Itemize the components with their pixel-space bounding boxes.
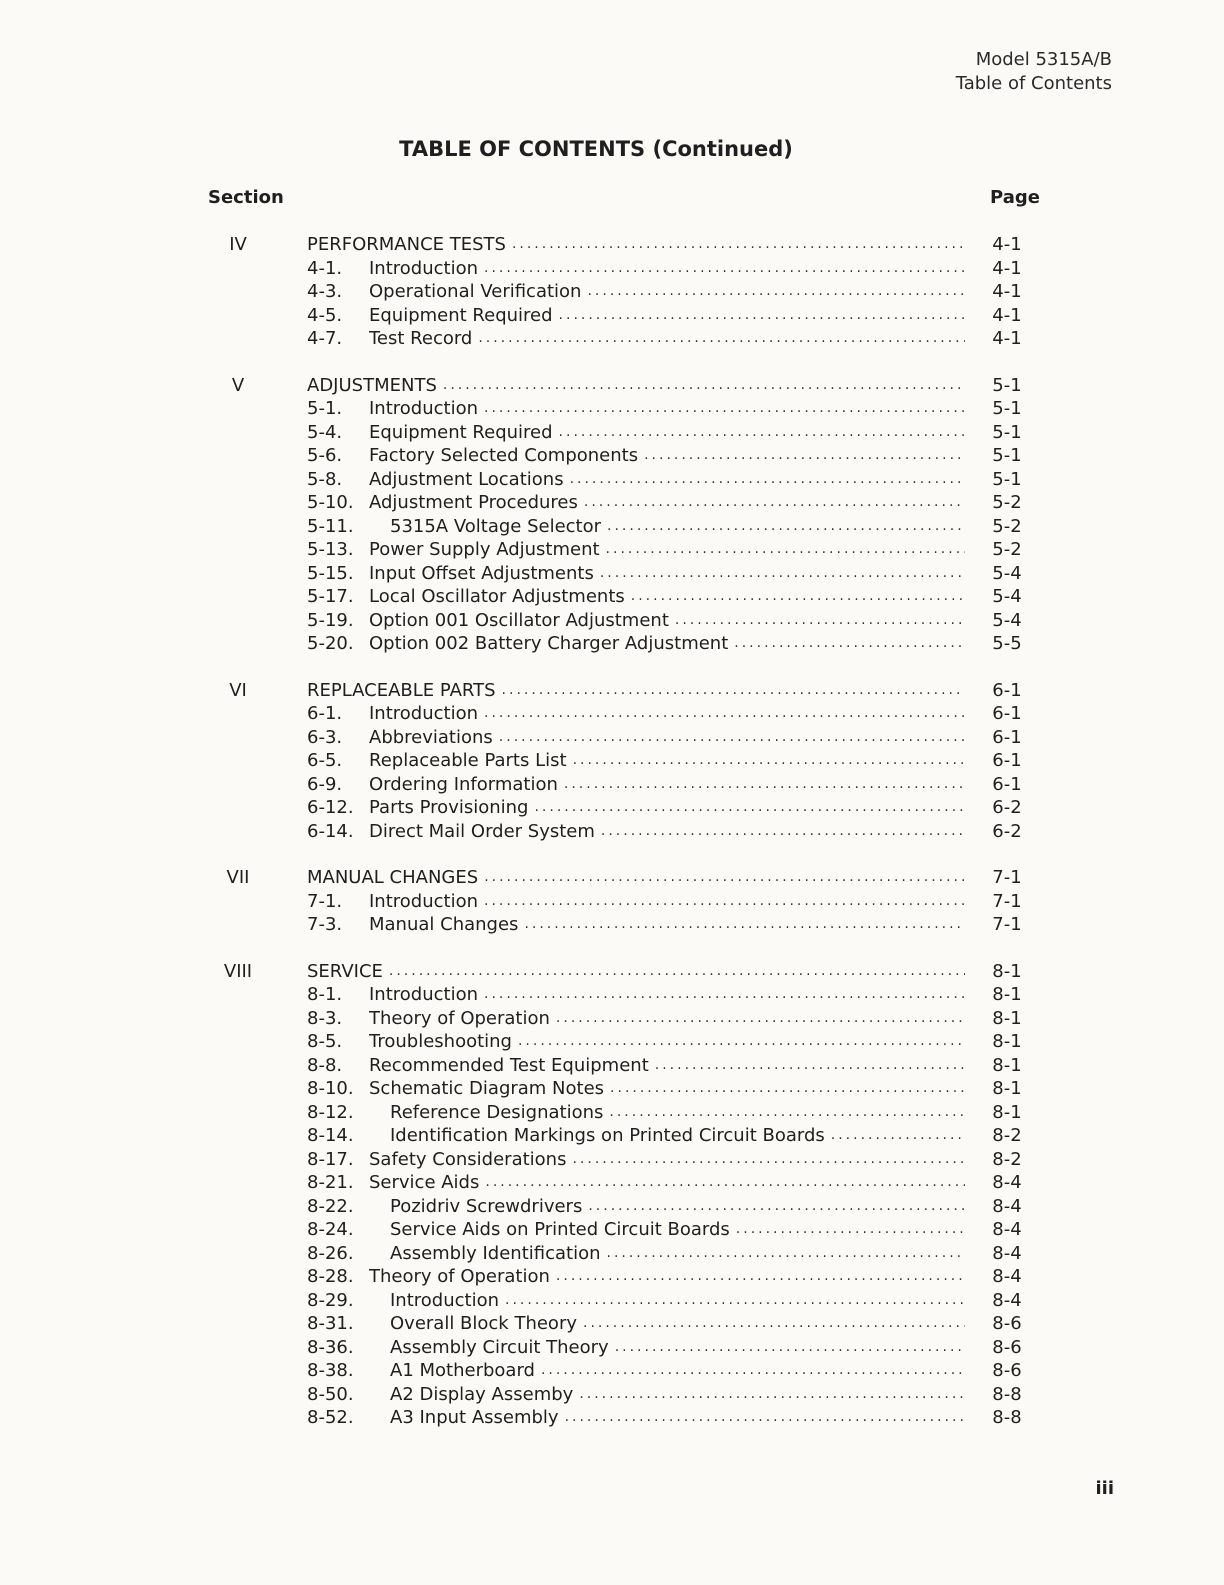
toc-section — [0, 374, 1224, 656]
toc-entry[interactable] — [0, 280, 1224, 304]
section-title-line — [307, 866, 965, 890]
entry-page: 5-2 — [992, 515, 1022, 537]
entry-line — [307, 726, 965, 750]
entry-line — [307, 515, 965, 539]
section-title-line — [307, 960, 965, 984]
entry-title: Introduction — [369, 984, 479, 1005]
entry-number: 4-7. — [307, 328, 343, 349]
entry-title: Service Aids on Printed Circuit Boards — [390, 1219, 730, 1240]
toc-entry[interactable] — [0, 1101, 1224, 1125]
entry-title: Manual Changes — [369, 914, 519, 935]
entry-number: 6-5. — [307, 750, 343, 771]
entry-title: Input Offset Adjustments — [369, 562, 594, 584]
entry-page: 8-1 — [992, 1078, 1022, 1099]
entry-page: 8-1 — [992, 1054, 1022, 1076]
toc-entry[interactable] — [0, 749, 1224, 773]
entry-page: 6-1 — [992, 703, 1022, 724]
entry-number: 8-1. — [307, 984, 343, 1005]
entry-line — [307, 1359, 965, 1383]
leader-dots — [518, 1030, 965, 1054]
entry-title: Theory of Operation — [369, 1266, 550, 1287]
leader-dots — [579, 1383, 965, 1407]
leader-dots — [607, 515, 965, 539]
leader-dots — [559, 304, 965, 328]
leader-dots — [534, 796, 965, 820]
leader-dots — [588, 1195, 965, 1219]
entry-line — [307, 397, 965, 421]
entry-page: 5-1 — [992, 398, 1022, 419]
toc-entry[interactable] — [0, 913, 1224, 937]
toc-entry[interactable] — [0, 1171, 1224, 1195]
toc-entry[interactable] — [0, 491, 1224, 515]
section-title: SERVICE — [307, 960, 383, 982]
entry-line — [307, 1265, 965, 1289]
entry-page: 6-1 — [992, 750, 1022, 771]
entry-line — [307, 609, 965, 633]
section-title-line — [307, 233, 965, 257]
header-model: Model 5315A/B — [975, 49, 1112, 70]
entry-number: 5-8. — [307, 468, 343, 490]
page-header — [956, 48, 1112, 96]
toc-entry[interactable] — [0, 1054, 1224, 1078]
entry-number: 6-9. — [307, 773, 343, 795]
entry-line — [307, 562, 965, 586]
entry-number: 5-1. — [307, 398, 343, 419]
entry-page: 6-1 — [992, 773, 1022, 795]
entry-title: Operational Verification — [369, 281, 582, 302]
entry-line — [307, 1077, 965, 1101]
leader-dots — [607, 1242, 966, 1266]
entry-title: Theory of Operation — [369, 1007, 550, 1029]
section-title: ADJUSTMENTS — [307, 374, 437, 396]
leader-dots — [655, 1054, 965, 1078]
entry-number: 4-3. — [307, 281, 343, 302]
leader-dots — [734, 632, 965, 656]
entry-page: 6-1 — [992, 726, 1022, 748]
entry-page: 8-4 — [992, 1242, 1022, 1264]
entry-title: Introduction — [369, 257, 479, 279]
entry-number: 5-20. — [307, 633, 354, 654]
entry-number: 4-1. — [307, 257, 343, 279]
leader-dots — [610, 1077, 965, 1101]
entry-line — [307, 1054, 965, 1078]
entry-page: 7-1 — [992, 914, 1022, 935]
leader-dots — [584, 491, 965, 515]
entry-title: Test Record — [369, 328, 473, 349]
leader-dots — [609, 1101, 965, 1125]
page-number: iii — [1095, 1478, 1114, 1499]
entry-title: Pozidriv Screwdrivers — [390, 1195, 583, 1217]
entry-line — [307, 1124, 965, 1148]
entry-line — [307, 820, 965, 844]
entry-line — [307, 421, 965, 445]
toc-entry[interactable] — [0, 421, 1224, 445]
entry-page: 5-1 — [992, 445, 1022, 466]
entry-title: Introduction — [369, 890, 479, 912]
entry-page: 8-1 — [992, 1007, 1022, 1029]
entry-page: 5-5 — [992, 633, 1022, 654]
entry-line — [307, 444, 965, 468]
page-title — [0, 137, 1224, 161]
entry-number: 8-21. — [307, 1172, 354, 1193]
entry-page: 5-4 — [992, 609, 1022, 631]
toc-entry[interactable] — [0, 890, 1224, 914]
entry-line — [307, 1242, 965, 1266]
entry-number: 6-12. — [307, 797, 354, 818]
entry-page: 4-1 — [992, 281, 1022, 302]
toc-entry[interactable] — [0, 1265, 1224, 1289]
toc-section-row[interactable] — [0, 679, 1224, 703]
leader-dots — [484, 890, 965, 914]
entry-line — [307, 1312, 965, 1336]
section-number: V — [231, 374, 245, 396]
entry-line — [307, 1336, 965, 1360]
entry-page: 4-1 — [992, 304, 1022, 326]
leader-dots — [564, 773, 965, 797]
entry-line — [307, 1007, 965, 1031]
toc-entry[interactable] — [0, 983, 1224, 1007]
entry-number: 6-3. — [307, 726, 343, 748]
entry-number: 8-50. — [307, 1383, 354, 1405]
entry-title: Abbreviations — [369, 726, 493, 748]
entry-number: 8-28. — [307, 1266, 354, 1287]
entry-title: Assembly Identification — [390, 1242, 601, 1264]
toc-entry[interactable] — [0, 257, 1224, 281]
toc-section — [0, 960, 1224, 1430]
leader-dots — [615, 1336, 965, 1360]
entry-line — [307, 749, 965, 773]
entry-number: 5-6. — [307, 445, 343, 466]
toc-entry[interactable] — [0, 1359, 1224, 1383]
section-column-header: Section — [208, 187, 284, 208]
toc-entry[interactable] — [0, 796, 1224, 820]
entry-title: Introduction — [369, 398, 479, 419]
entry-page: 8-6 — [992, 1336, 1022, 1358]
entry-number: 8-10. — [307, 1078, 354, 1099]
toc-entry[interactable] — [0, 1383, 1224, 1407]
entry-page: 4-1 — [992, 328, 1022, 349]
entry-page: 8-1 — [992, 984, 1022, 1005]
leader-dots — [478, 327, 965, 351]
leader-dots — [443, 374, 965, 398]
entry-page: 5-1 — [992, 421, 1022, 443]
toc-section — [0, 233, 1224, 351]
section-number: VII — [226, 867, 250, 888]
entry-number: 6-1. — [307, 703, 343, 724]
leader-dots — [583, 1312, 965, 1336]
entry-line — [307, 280, 965, 304]
entry-line — [307, 468, 965, 492]
entry-number: 8-12. — [307, 1101, 354, 1123]
leader-dots — [600, 562, 965, 586]
entry-line — [307, 538, 965, 562]
toc-section — [0, 679, 1224, 844]
entry-title: Recommended Test Equipment — [369, 1054, 649, 1076]
entry-line — [307, 1195, 965, 1219]
entry-number: 7-3. — [307, 914, 343, 935]
entry-number: 8-17. — [307, 1148, 354, 1170]
toc-entry[interactable] — [0, 773, 1224, 797]
entry-number: 5-4. — [307, 421, 343, 443]
leader-dots — [484, 983, 965, 1007]
entry-number: 8-3. — [307, 1007, 343, 1029]
entry-page: 8-4 — [992, 1289, 1022, 1311]
entry-number: 5-11. — [307, 515, 354, 537]
entry-line — [307, 1289, 965, 1313]
section-page: 6-1 — [992, 679, 1022, 701]
entry-page: 8-2 — [992, 1148, 1022, 1170]
section-number: VIII — [223, 960, 253, 982]
leader-dots — [389, 960, 965, 984]
entry-title: Introduction — [390, 1289, 500, 1311]
leader-dots — [736, 1218, 965, 1242]
entry-number: 5-19. — [307, 609, 354, 631]
entry-page: 8-1 — [992, 1101, 1022, 1123]
entry-page: 8-6 — [992, 1360, 1022, 1381]
entry-number: 5-10. — [307, 492, 354, 513]
entry-page: 8-1 — [992, 1031, 1022, 1052]
leader-dots — [541, 1359, 965, 1383]
toc-entry[interactable] — [0, 538, 1224, 562]
entry-line — [307, 1383, 965, 1407]
entry-line — [307, 773, 965, 797]
page-column-header: Page — [990, 187, 1040, 208]
leader-dots — [505, 1289, 965, 1313]
entry-page: 8-6 — [992, 1313, 1022, 1334]
toc-entry[interactable] — [0, 1312, 1224, 1336]
entry-line — [307, 327, 965, 351]
entry-title: Overall Block Theory — [390, 1313, 577, 1334]
entry-title: Schematic Diagram Notes — [369, 1078, 605, 1099]
toc-entry[interactable] — [0, 1336, 1224, 1360]
entry-page: 5-4 — [992, 586, 1022, 607]
entry-line — [307, 585, 965, 609]
entry-page: 4-1 — [992, 257, 1022, 279]
entry-title: A2 Display Assemby — [390, 1383, 574, 1405]
leader-dots — [587, 280, 965, 304]
entry-page: 8-8 — [992, 1407, 1022, 1428]
entry-line — [307, 796, 965, 820]
toc-entry[interactable] — [0, 820, 1224, 844]
entry-title: Adjustment Locations — [369, 468, 564, 490]
leader-dots — [675, 609, 965, 633]
toc-entry[interactable] — [0, 397, 1224, 421]
entry-title: Service Aids — [369, 1172, 480, 1193]
leader-dots — [512, 233, 965, 257]
entry-number: 8-38. — [307, 1360, 354, 1381]
entry-number: 8-14. — [307, 1125, 354, 1146]
entry-line — [307, 1171, 965, 1195]
leader-dots — [484, 397, 965, 421]
toc-section — [0, 866, 1224, 937]
toc-entry[interactable] — [0, 515, 1224, 539]
toc-list — [0, 233, 1224, 1453]
toc-section-row[interactable] — [0, 960, 1224, 984]
entry-line — [307, 1148, 965, 1172]
toc-section-row[interactable] — [0, 866, 1224, 890]
toc-entry[interactable] — [0, 1242, 1224, 1266]
toc-entry[interactable] — [0, 444, 1224, 468]
entry-page: 6-2 — [992, 797, 1022, 818]
entry-number: 8-36. — [307, 1336, 354, 1358]
entry-number: 8-29. — [307, 1289, 354, 1311]
entry-title: Factory Selected Components — [369, 445, 639, 466]
entry-page: 6-2 — [992, 820, 1022, 842]
leader-dots — [601, 820, 965, 844]
entry-title: Ordering Information — [369, 773, 558, 795]
entry-title: 5315A Voltage Selector — [390, 515, 602, 537]
leader-dots — [485, 1171, 965, 1195]
entry-title: Safety Considerations — [369, 1148, 567, 1170]
toc-entry[interactable] — [0, 1030, 1224, 1054]
toc-entry[interactable] — [0, 327, 1224, 351]
section-page: 4-1 — [992, 234, 1022, 255]
leader-dots — [631, 585, 965, 609]
leader-dots — [831, 1124, 965, 1148]
header-subtitle: Table of Contents — [955, 73, 1112, 94]
entry-number: 4-5. — [307, 304, 343, 326]
entry-line — [307, 1030, 965, 1054]
entry-title: Option 001 Oscillator Adjustment — [369, 609, 669, 631]
toc-entry[interactable] — [0, 1289, 1224, 1313]
leader-dots — [644, 444, 965, 468]
section-page: 7-1 — [992, 867, 1022, 888]
entry-title: Troubleshooting — [369, 1031, 512, 1052]
entry-number: 8-26. — [307, 1242, 354, 1264]
section-title-line — [307, 374, 965, 398]
section-number: IV — [229, 234, 247, 255]
entry-number: 8-22. — [307, 1195, 354, 1217]
entry-number: 5-13. — [307, 539, 354, 560]
toc-entry[interactable] — [0, 1007, 1224, 1031]
entry-line — [307, 702, 965, 726]
entry-title: Equipment Required — [369, 421, 553, 443]
entry-line — [307, 491, 965, 515]
entry-title: Option 002 Battery Charger Adjustment — [369, 633, 729, 654]
entry-number: 8-52. — [307, 1407, 354, 1428]
toc-section-row[interactable] — [0, 374, 1224, 398]
leader-dots — [484, 702, 965, 726]
entry-line — [307, 1406, 965, 1430]
toc-entry[interactable] — [0, 1077, 1224, 1101]
entry-page: 8-2 — [992, 1125, 1022, 1146]
leader-dots — [499, 726, 965, 750]
leader-dots — [565, 1406, 965, 1430]
entry-page: 8-4 — [992, 1172, 1022, 1193]
leader-dots — [556, 1007, 965, 1031]
entry-line — [307, 890, 965, 914]
entry-line — [307, 632, 965, 656]
entry-number: 5-15. — [307, 562, 354, 584]
entry-title: Assembly Circuit Theory — [390, 1336, 609, 1358]
toc-entry[interactable] — [0, 1148, 1224, 1172]
leader-dots — [484, 257, 965, 281]
toc-section-row[interactable] — [0, 233, 1224, 257]
entry-title: Adjustment Procedures — [369, 492, 578, 513]
entry-line — [307, 304, 965, 328]
section-number: VI — [229, 679, 247, 701]
toc-entry[interactable] — [0, 726, 1224, 750]
toc-entry[interactable] — [0, 562, 1224, 586]
entry-title: Direct Mail Order System — [369, 820, 595, 842]
page-title-text: TABLE OF CONTENTS (Continued) — [399, 137, 793, 161]
entry-page: 5-2 — [992, 539, 1022, 560]
entry-title: A1 Motherboard — [390, 1360, 535, 1381]
entry-page: 5-2 — [992, 492, 1022, 513]
entry-line — [307, 983, 965, 1007]
entry-page: 8-4 — [992, 1266, 1022, 1287]
toc-entry[interactable] — [0, 468, 1224, 492]
entry-line — [307, 1218, 965, 1242]
entry-page: 8-4 — [992, 1219, 1022, 1240]
entry-page: 5-4 — [992, 562, 1022, 584]
leader-dots — [559, 421, 965, 445]
entry-number: 8-31. — [307, 1313, 354, 1334]
entry-line — [307, 257, 965, 281]
toc-entry[interactable] — [0, 1406, 1224, 1430]
entry-page: 5-1 — [992, 468, 1022, 490]
toc-entry[interactable] — [0, 702, 1224, 726]
toc-entry[interactable] — [0, 609, 1224, 633]
entry-number: 7-1. — [307, 890, 343, 912]
leader-dots — [524, 913, 965, 937]
toc-entry[interactable] — [0, 1195, 1224, 1219]
section-page: 5-1 — [992, 374, 1022, 396]
leader-dots — [572, 1148, 965, 1172]
toc-entry[interactable] — [0, 1124, 1224, 1148]
section-title: PERFORMANCE TESTS — [307, 234, 506, 255]
entry-line — [307, 913, 965, 937]
toc-entry[interactable] — [0, 304, 1224, 328]
entry-number: 8-8. — [307, 1054, 343, 1076]
entry-title: Identification Markings on Printed Circuit Boards — [390, 1125, 825, 1146]
entry-title: A3 Input Assembly — [390, 1407, 559, 1428]
leader-dots — [502, 679, 965, 703]
entry-title: Reference Designations — [390, 1101, 604, 1123]
section-title: REPLACEABLE PARTS — [307, 679, 496, 701]
entry-title: Introduction — [369, 703, 479, 724]
leader-dots — [606, 538, 965, 562]
leader-dots — [484, 866, 965, 890]
leader-dots — [556, 1265, 965, 1289]
toc-entry[interactable] — [0, 632, 1224, 656]
leader-dots — [573, 749, 965, 773]
entry-title: Replaceable Parts List — [369, 750, 567, 771]
toc-entry[interactable] — [0, 1218, 1224, 1242]
entry-title: Equipment Required — [369, 304, 553, 326]
section-title-line — [307, 679, 965, 703]
entry-title: Power Supply Adjustment — [369, 539, 600, 560]
entry-number: 8-5. — [307, 1031, 343, 1052]
entry-title: Local Oscillator Adjustments — [369, 586, 625, 607]
entry-number: 5-17. — [307, 586, 354, 607]
entry-page: 8-8 — [992, 1383, 1022, 1405]
section-title: MANUAL CHANGES — [307, 867, 479, 888]
entry-number: 6-14. — [307, 820, 354, 842]
leader-dots — [570, 468, 965, 492]
entry-line — [307, 1101, 965, 1125]
toc-entry[interactable] — [0, 585, 1224, 609]
entry-page: 7-1 — [992, 890, 1022, 912]
section-page: 8-1 — [992, 960, 1022, 982]
entry-page: 8-4 — [992, 1195, 1022, 1217]
entry-number: 8-24. — [307, 1219, 354, 1240]
entry-title: Parts Provisioning — [369, 797, 529, 818]
